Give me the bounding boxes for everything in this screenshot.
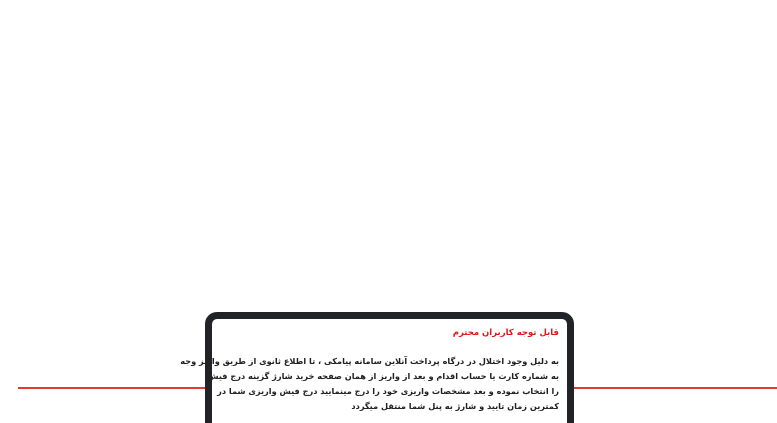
notice-line: کمترین زمان تایید و شارژ به پنل شما منتقل میگردد [351, 401, 559, 411]
notice-line: را انتخاب نموده و بعد مشخصات واریزی خود را درج مینمایید درج فیش واریزی شما در [217, 386, 559, 396]
notice-body [180, 354, 559, 414]
notice-line: به دلیل وجود اختلال در درگاه پرداخت آنلاین سامانه پیامکی ، تا اطلاع ثانوی از طریق واریز وجه [180, 356, 559, 366]
payment-notice-box [180, 312, 574, 423]
notice-line: به شماره کارت یا حساب اقدام و بعد از واریز از همان صفحه خرید شارژ گزینه درج فیش [207, 371, 559, 381]
notice-title: قابل توجه کاربران محترم [452, 328, 559, 338]
